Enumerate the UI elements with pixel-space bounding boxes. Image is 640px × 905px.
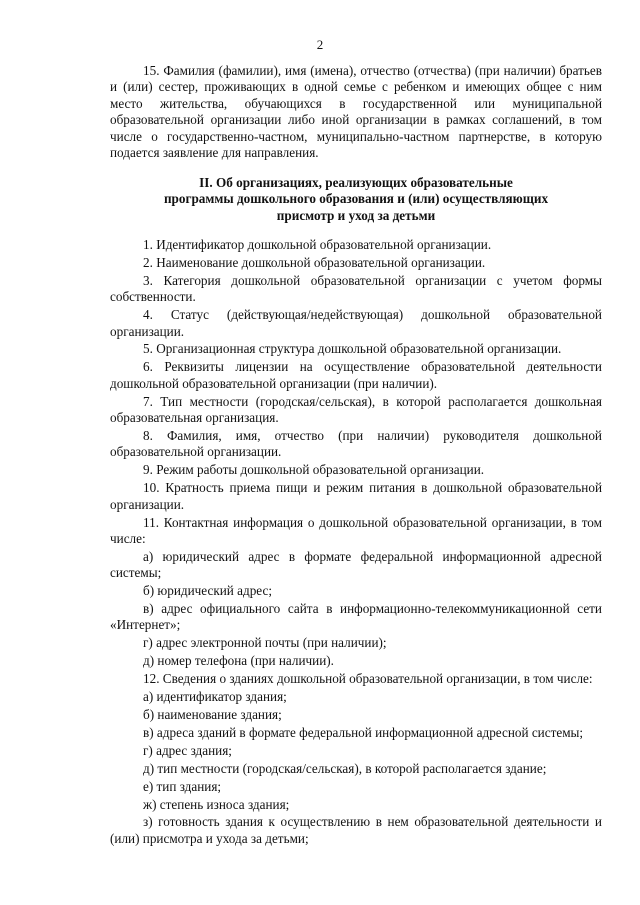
- list-item: г) адрес электронной почты (при наличии);: [143, 635, 387, 651]
- list-item: в) адреса зданий в формате федеральной информационной адресной системы;: [143, 724, 584, 740]
- intro-paragraph: 15. Фамилия (фамилии), имя (имена), отчество (отчества) (при наличии) братьев и (или) сестер, проживающих в одной семье с ребенком и имеющих общее с ним место жительства, обучающихся в государственной или муниципальной образовательной организации либо иной организации в рамках соглашений, в том числе о государственно-частном, муниципально-частном партнерстве, в которую подается заявление для направления.: [110, 63, 602, 161]
- list-item: 10. Кратность приема пищи и режим питания в дошкольной образовательной организации.: [110, 480, 602, 512]
- list-item: б) наименование здания;: [143, 706, 282, 722]
- list-item: 9. Режим работы дошкольной образовательной организации.: [143, 462, 485, 478]
- list-item: 12. Сведения о зданиях дошкольной образовательной организации, в том числе:: [143, 671, 593, 687]
- section-heading-line: программы дошкольного образования и (или) осуществляющих: [163, 191, 549, 207]
- list-item: 7. Тип местности (городская/сельская), в которой располагается дошкольная образовательная организация.: [110, 393, 602, 426]
- list-item: в) адрес официального сайта в информационно-телекоммуникационной сети «Интернет»;: [110, 601, 602, 633]
- list-item: б) юридический адрес;: [143, 583, 273, 599]
- list-item: д) номер телефона (при наличии).: [143, 653, 334, 669]
- list-item: а) идентификатор здания;: [143, 689, 287, 705]
- section-heading-line: присмотр и уход за детьми: [276, 207, 436, 223]
- list-item: 4. Статус (действующая/недействующая) дошкольной образовательной организации.: [110, 307, 602, 339]
- list-item: 3. Категория дошкольной образовательной организации с учетом формы собственности.: [110, 272, 602, 305]
- list-item: 11. Контактная информация о дошкольной образовательной организации, в том числе:: [110, 514, 602, 546]
- list-item: д) тип местности (городская/сельская), в которой располагается здание;: [143, 760, 547, 776]
- list-item: з) готовность здания к осуществлению в нем образовательной деятельности и (или) присмотра и ухода за детьми;: [110, 814, 602, 846]
- intro-section: [110, 63, 602, 161]
- page-number: 2: [316, 37, 324, 52]
- list-item: 6. Реквизиты лицензии на осуществление образовательной деятельности дошкольной образовательной организации (при наличии).: [110, 359, 602, 391]
- list-item: е) тип здания;: [143, 778, 222, 794]
- list-item: 8. Фамилия, имя, отчество (при наличии) руководителя дошкольной образовательной организации.: [110, 427, 602, 460]
- items-list: [110, 237, 602, 849]
- section-heading-line: II. Об организациях, реализующих образовательные: [199, 175, 513, 190]
- list-item: 2. Наименование дошкольной образовательной организации.: [143, 254, 486, 270]
- list-item: а) юридический адрес в формате федеральной информационной адресной системы;: [110, 548, 602, 581]
- list-item: 5. Организационная структура дошкольной образовательной организации.: [143, 341, 562, 357]
- list-item: 1. Идентификатор дошкольной образовательной организации.: [143, 237, 492, 252]
- list-item: г) адрес здания;: [143, 742, 232, 758]
- section-heading: [110, 175, 602, 224]
- list-item: ж) степень износа здания;: [143, 796, 290, 812]
